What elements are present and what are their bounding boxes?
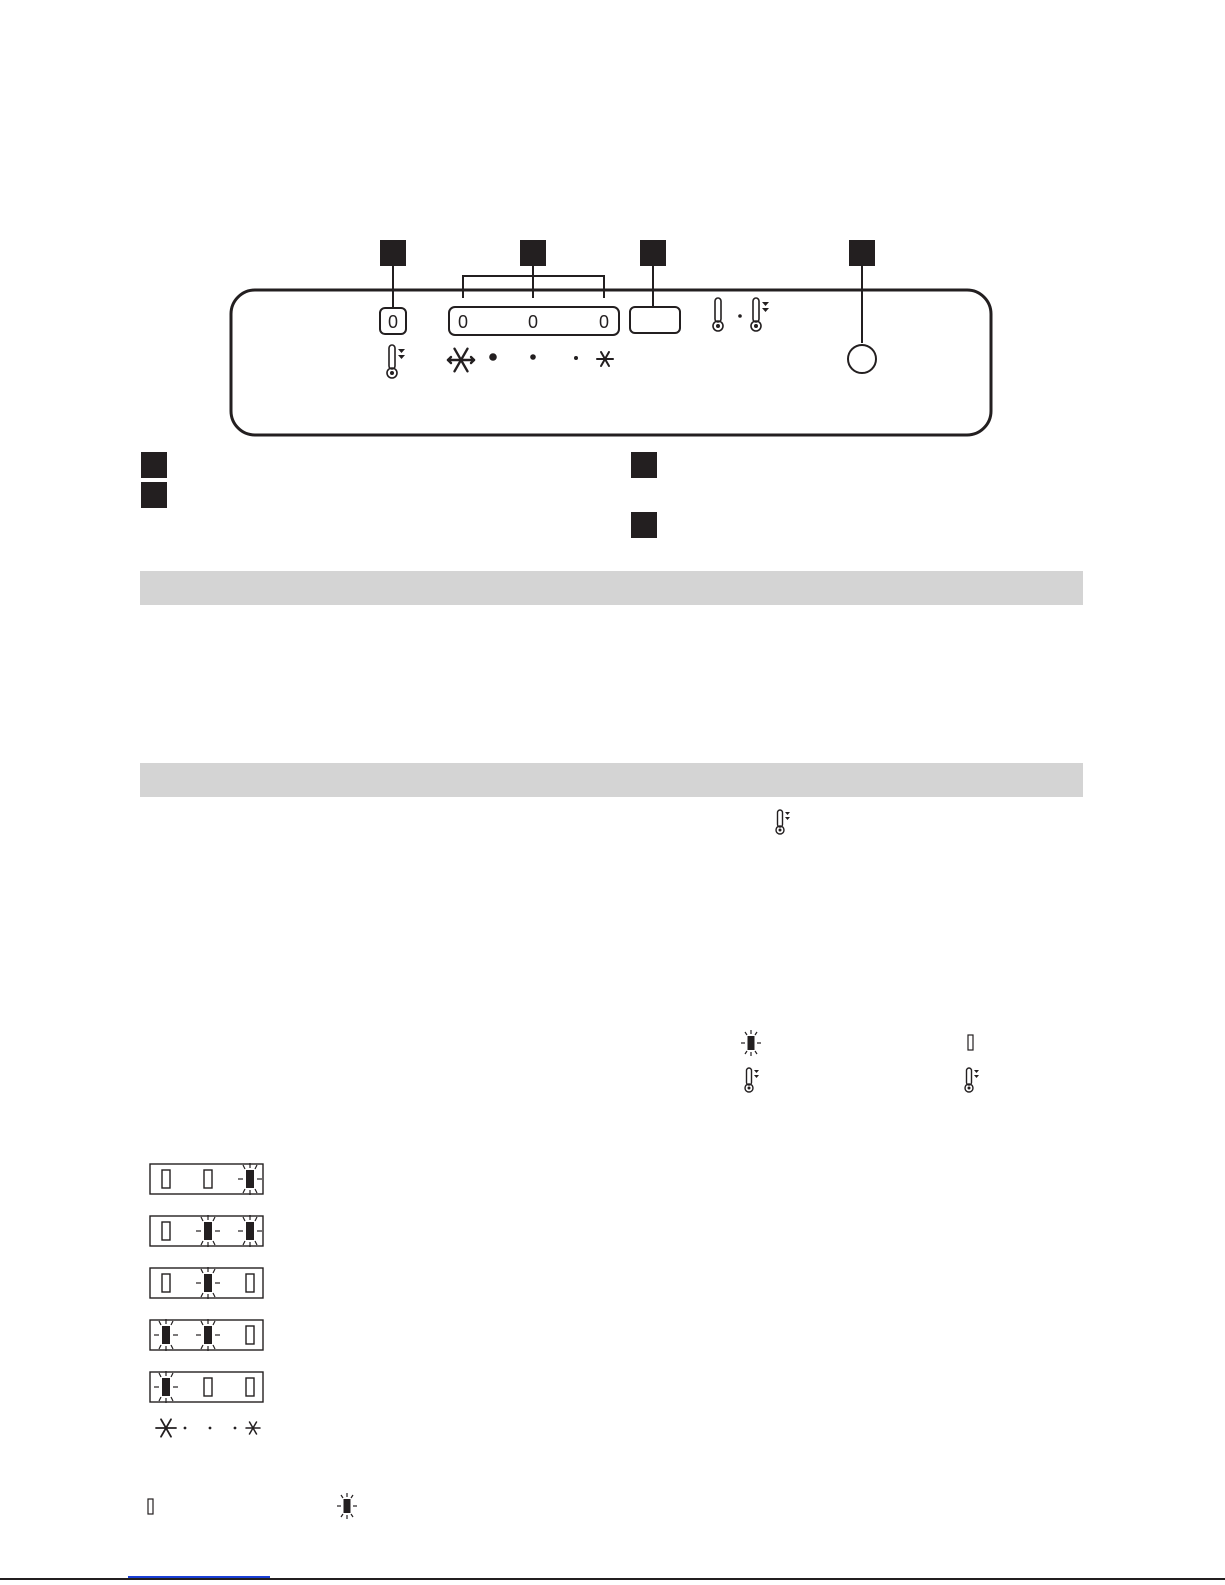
blinking-segment-icon (196, 1319, 220, 1351)
snowflake-min-icon (597, 352, 613, 366)
blinking-segment-icon (196, 1215, 220, 1247)
display-sequence-row (150, 1267, 263, 1299)
legend-marker-1 (141, 452, 167, 478)
inline-icons (0, 780, 1225, 1100)
scale-dot-small (574, 356, 578, 360)
steady-segment-icon (204, 1170, 212, 1188)
display-sequence-row (150, 1215, 263, 1247)
callout-4 (849, 240, 875, 266)
thermometer-arrow-icon (387, 345, 405, 378)
blinking-segment-icon (196, 1267, 220, 1299)
thermometer-arrow-icon (745, 1068, 759, 1092)
footer-link[interactable] (128, 1576, 270, 1578)
dot-separator-icon (738, 314, 742, 318)
snowflake-min-icon (246, 1422, 260, 1434)
scale-dot-large (489, 353, 497, 361)
thermometer-arrow-icon (751, 298, 769, 331)
blinking-segment-icon (154, 1319, 178, 1351)
steady-segment-icon (162, 1274, 170, 1292)
steady-segment-icon (162, 1170, 170, 1188)
temperature-indicator-digit: 0 (387, 312, 399, 332)
display-sequence-row (150, 1371, 263, 1403)
scale-dot (184, 1427, 187, 1430)
level-digit-1: 0 (457, 312, 469, 332)
steady-segment-icon (162, 1222, 170, 1240)
control-panel-diagram (0, 0, 1225, 450)
scale-dot (234, 1427, 237, 1430)
footer-rule (0, 1578, 1225, 1580)
steady-segment-icon (246, 1274, 254, 1292)
scale-dot-medium (530, 354, 536, 360)
scale-dot (209, 1427, 212, 1430)
callout-2 (520, 240, 546, 266)
level-digit-2: 0 (527, 312, 539, 332)
display-sequence-row (150, 1319, 263, 1351)
control-panel-outline (231, 290, 991, 435)
mode-button[interactable] (630, 307, 680, 333)
temperature-indicator (380, 308, 406, 334)
thermometer-arrow-icon (776, 810, 790, 834)
steady-segment-icon (148, 1499, 153, 1514)
legend-marker-4 (631, 512, 657, 538)
snowflake-max-icon (448, 349, 474, 372)
legend-marker-2 (141, 482, 167, 508)
legend-marker-3 (631, 452, 657, 478)
bottom-legend-icons (140, 1490, 380, 1530)
display-sequence-row (150, 1163, 263, 1195)
section-heading-bar-1 (140, 571, 1083, 605)
steady-segment-icon (204, 1378, 212, 1396)
round-button-icon[interactable] (848, 345, 876, 373)
blinking-segment-icon (741, 1030, 761, 1056)
level-indicator (449, 307, 619, 335)
display-sequence (140, 1160, 280, 1450)
thermometer-arrow-icon (965, 1068, 979, 1092)
snowflake-max-icon (156, 1419, 176, 1436)
steady-segment-icon (246, 1326, 254, 1344)
steady-segment-icon (246, 1378, 254, 1396)
blinking-segment-icon (154, 1371, 178, 1403)
blinking-segment-icon (337, 1493, 357, 1519)
steady-segment-icon (968, 1035, 973, 1050)
callout-1 (380, 240, 406, 266)
blinking-segment-icon (238, 1215, 262, 1247)
thermometer-icon (713, 298, 723, 331)
blinking-segment-icon (238, 1163, 262, 1195)
level-digit-3: 0 (598, 312, 610, 332)
callout-3 (640, 240, 666, 266)
